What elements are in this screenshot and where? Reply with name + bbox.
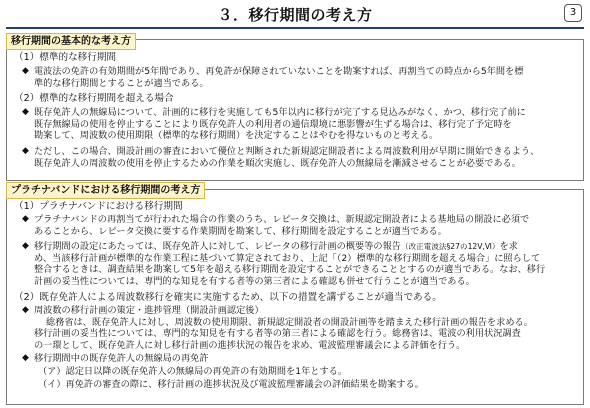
text-line: 計画の妥当性については、専門的な知見を有する者等の第三者による確認も併せて行うことが適当である。	[34, 275, 475, 287]
diamond-bullet-icon: ◆	[22, 66, 29, 76]
text-line: 勘案して、周波数の使用期限（標準的な移行期間）を決定することはやむを得ないものと考える。	[34, 130, 439, 141]
text-line: あることから、レピータ交換に要する作業期間を勘案して、移行期間を設定することが適当である。	[34, 225, 447, 237]
text-segment: 移行期間の設定にあたっては、既存免許人に対して、レピータの移行計画の概要等の報告	[34, 241, 401, 252]
page-number-badge: 3	[564, 4, 582, 22]
bullet-heading: 移行期間中の既存免許人の無線局の再免許	[34, 353, 209, 364]
diamond-bullet-icon: ◆	[22, 146, 29, 156]
text-line: 既存無線局の使用を停止することにより既存免許人の利用者の通信環境に悪影響が生ずる場合は、移行完了予定時を	[34, 118, 512, 130]
diamond-bullet-icon: ◆	[22, 214, 29, 224]
text-line: 準的な移行期間とすることが適当である。	[34, 77, 209, 89]
text-line: 既存免許人の周波数の使用を停止するための作業を順次実施し、既存免許人の無線局を漸減させることが必要である。	[34, 157, 521, 169]
text-line: （ア）認定日以降の既存免許人の無線局の再免許の有効期間を1年とする。	[38, 366, 348, 377]
text-line: プラチナバンドの再割当てが行われた場合の作業のうち、レピータ交換は、新規認定開設者による基地局の開設に必須で	[34, 214, 530, 225]
text-line: 電波法の免許の有効期間が5年間であり、再免許が保障されていないことを勘案すれば、再割当ての時点から5年間を標	[34, 66, 524, 77]
text-line	[34, 241, 518, 253]
text-line: 整合するときは、調査結果を勘案して5年を超える移行期間を設定することができることとするのが適当である。なお、移行	[34, 264, 546, 275]
section1-heading: 移行期間の基本的な考え方	[6, 33, 136, 50]
diamond-bullet-icon: ◆	[22, 107, 29, 117]
text-line: ただし、この場合、開設計画の審査において優位と判断された新規認定開設者による周波数利用が早期に開始できるよう、	[34, 146, 540, 157]
title-divider	[6, 27, 584, 29]
diamond-bullet-icon: ◆	[22, 353, 29, 363]
section1-sub1-label: （1）標準的な移行期間	[14, 52, 117, 63]
text-line: （イ）再免許の審査の際に、移行計画の進捗状況及び電波監理審議会の評価結果を勘案する。	[38, 379, 424, 390]
diamond-bullet-icon: ◆	[22, 241, 29, 251]
law-reference: （改正電波法§27の12Ⅴ,Ⅵ）	[400, 242, 500, 251]
section2-heading: プラチナバンドにおける移行期間の考え方	[6, 182, 205, 199]
section1-sub2-label: （2）標準的な移行期間を超える場合	[14, 93, 174, 104]
diamond-bullet-icon: ◆	[22, 305, 29, 315]
section2-sub2-label: （2）既存免許人による周波数移行を確実に実施するため、以下の措置を講ずることが適当である。	[14, 292, 442, 303]
page-title: ３．移行期間の考え方	[217, 6, 373, 24]
text-line: の一環として、既存免許人に対し移行計画の進捗状況の報告を求め、電波監理審議会による評価を行う。	[34, 339, 466, 351]
text-line: 移行計画の妥当性については、専門的な知見を有する者等の第三者による確認を行う。総務省は、電波の利用状況調査	[34, 328, 521, 339]
text-line: 総務省は、既存免許人に対し、周波数の使用期限、新規認定開設者の開設計画等を踏まえた移行計画の報告を求める。	[46, 316, 533, 328]
bullet-heading: 周波数の移行計画の策定・進捗管理（開設計画認定後）	[34, 305, 264, 316]
text-line: め、当該移行計画が標準的な作業工程に基づいて算定されており、上記「（2）標準的な移行期間を超える場合」に照らして	[34, 252, 541, 264]
section2-sub1-label: （1）プラチナバンドにおける移行期間	[14, 201, 183, 212]
text-line: 既存免許人の無線局について、計画的に移行を実施しても5年以内に移行が完了する見込みがなく、かつ、移行完了前に	[34, 107, 526, 118]
text-segment: を求	[499, 241, 518, 252]
